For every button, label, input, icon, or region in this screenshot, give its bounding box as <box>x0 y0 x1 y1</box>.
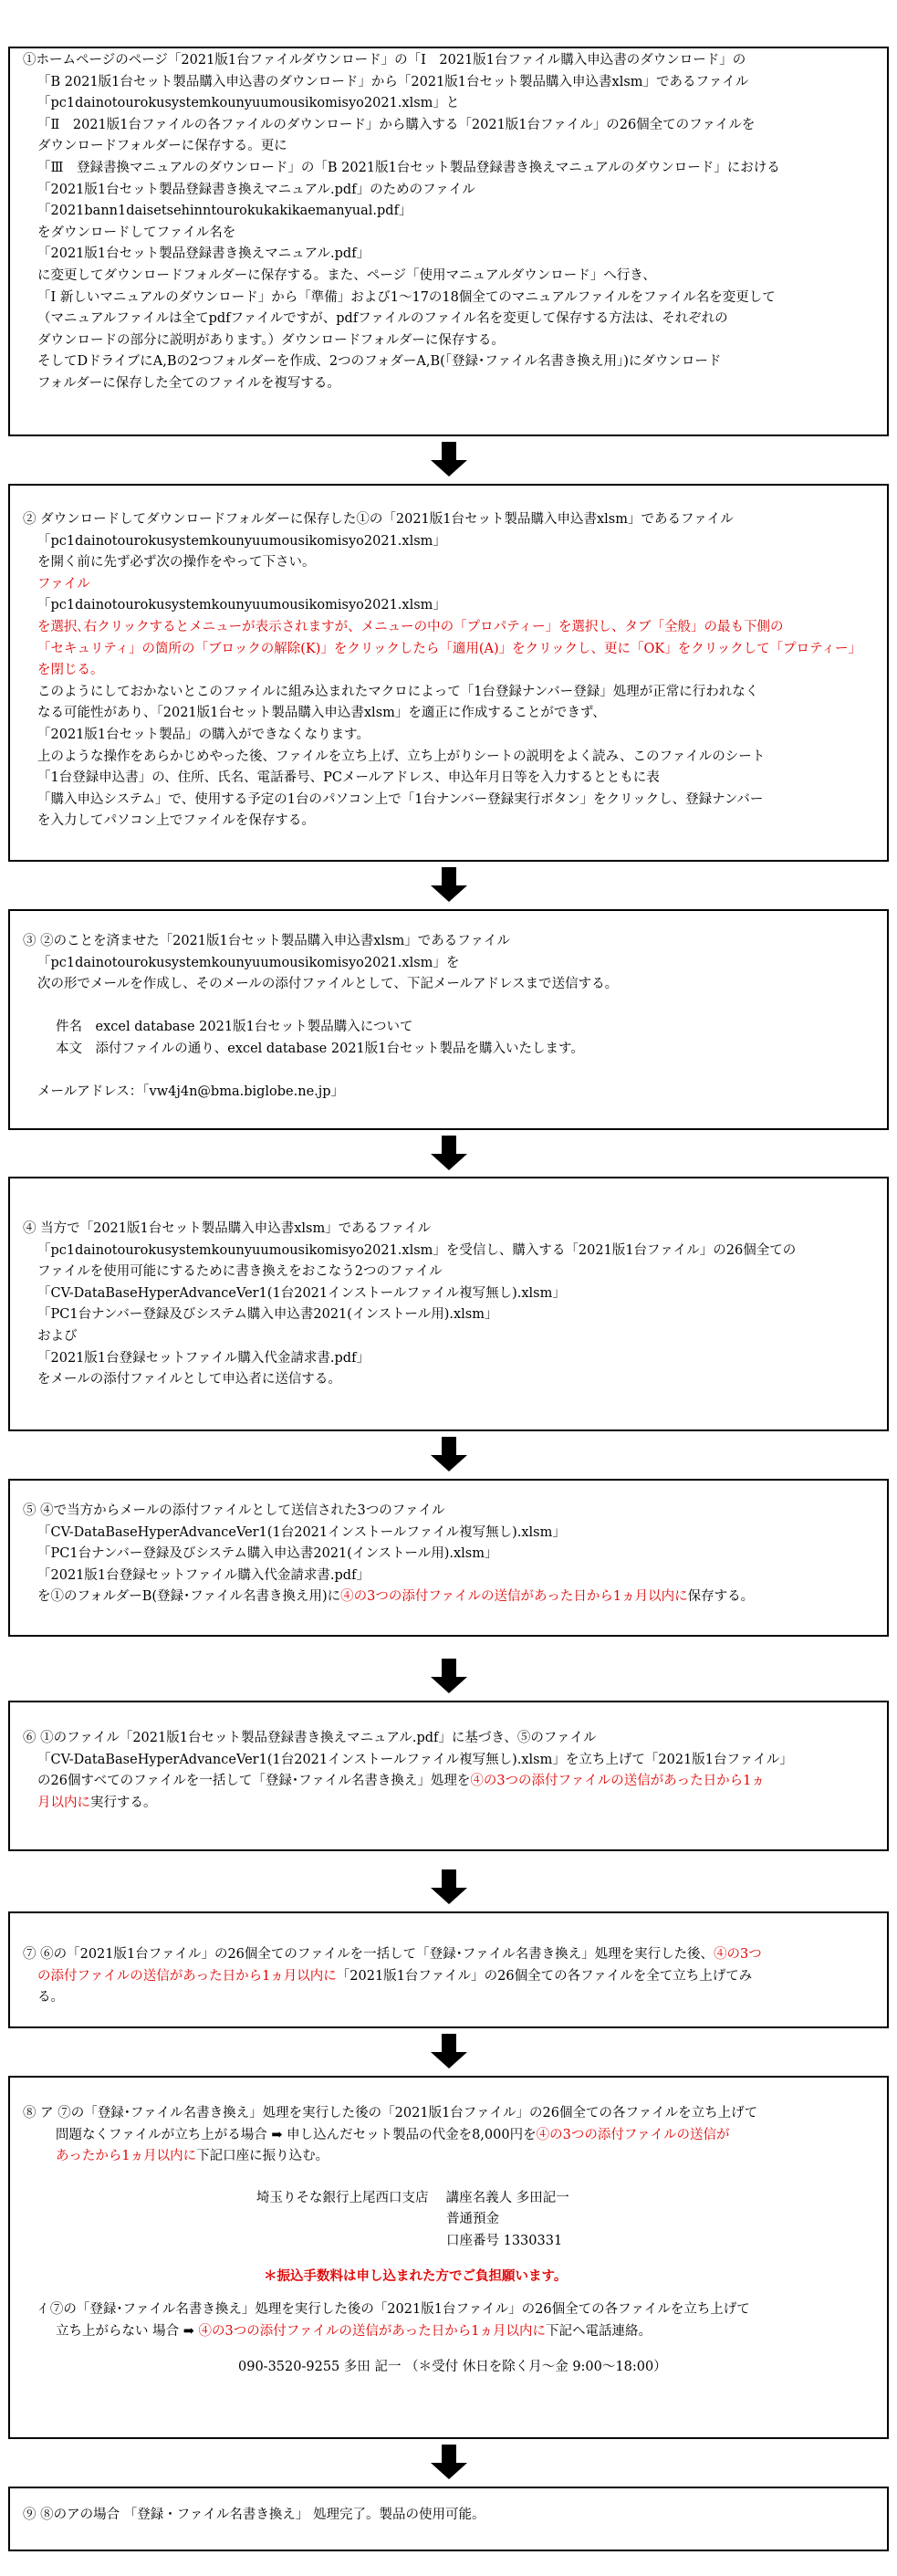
step-2-line: このようにしておかないとこのファイルに組み込まれたマクロによって「1台登録ナンバー登録」処理が正常に行われなく <box>37 684 759 699</box>
down-arrow-icon <box>431 442 467 476</box>
step-4-line: をメールの添付ファイルとして申込者に送信する。 <box>37 1372 341 1387</box>
step-9-text <box>10 2488 887 2530</box>
step-4-line: ④ 当方で「2021版1台セット製品購入申込書xlsm」であるファイル <box>23 1221 431 1236</box>
account-number: 口座番号 1330331 <box>446 2233 563 2248</box>
step-3-line: 「pc1dainotourokusystemkounyuumousikomisyo2021.xlsm」を <box>37 955 460 970</box>
step-3-text <box>10 911 887 1107</box>
step-2-line: 「2021版1台セット製品」の購入ができなくなります。 <box>37 727 370 742</box>
step-8-text-part: 下記口座に振り込む。 <box>196 2149 329 2164</box>
step-6-line <box>23 1793 874 1815</box>
step-2-line: 上のような操作をあらかじめやった後、ファイルを立ち上げ、立ち上がりシートの説明をよく読み、このファイルのシート <box>37 749 766 764</box>
step-2-line: 「1台登録申込書」の、住所、氏名、電話番号、PCメールアドレス、申込年月日等を入力するとともに表 <box>37 770 660 786</box>
step-1-line: 「B 2021版1台セット製品購入申込書のダウンロード」から「2021版1台セット製品購入申込書xlsm」であるファイル <box>37 74 749 89</box>
step-6-line <box>23 1771 874 1793</box>
step-1-line: フォルダーに保存した全てのファイルを複写する。 <box>37 375 340 391</box>
step-4-line: 「pc1dainotourokusystemkounyuumousikomisyo2021.xlsm」を受信し、購入する「2021版1台ファイル」の26個全ての <box>37 1242 797 1258</box>
step-1-text <box>10 48 887 399</box>
step-1-box <box>8 47 889 436</box>
step-8-text-part: 立ち上がらない 場合 ➡ <box>56 2323 199 2339</box>
step-5-line: 「2021版1台登録セットファイル購入代金請求書.pdf」 <box>37 1567 370 1583</box>
step-7-line <box>23 1944 874 1966</box>
step-6-line: 「CV-DataBaseHyperAdvanceVer1(1台2021インストールファイル複写無し).xlsm」を立ち上げて「2021版1台ファイル」 <box>37 1752 793 1767</box>
step-7-deadline: ④の3つ <box>714 1947 762 1962</box>
step-1-line: そしてDドライブにA,Bの2つフォルダーを作成、2つのフォダーA,B(「登録･ファイル名書き換え用」)にダウンロード <box>37 354 722 370</box>
step-4-line: 「2021版1台登録セットファイル購入代金請求書.pdf」 <box>37 1350 370 1366</box>
step-4-box <box>8 1177 889 1431</box>
step-8-deadline: あったから1ヵ月以内に <box>56 2149 197 2164</box>
step-3-mail-address: メールアドレス：「vw4j4n@bma.biglobe.ne.jp」 <box>37 1084 345 1100</box>
step-2-warning-line: ファイル <box>37 576 90 592</box>
step-5-line: 「PC1台ナンバー登録及びシステム購入申込書2021(インストール用).xlsm」 <box>37 1546 498 1562</box>
contact-phone: 090-3520-9255 多田 記一 （＊受付 休日を除く月〜金 9:00〜18:00） <box>238 2360 667 2375</box>
step-4-line: ファイルを使用可能にするために書き換えをおこなう2つのファイル <box>37 1264 443 1280</box>
step-9-box <box>8 2487 889 2551</box>
step-5-text-part: 保存する。 <box>687 1589 755 1605</box>
step-5-text-part: を①のフォルダーB(登録･ファイル名書き換え用)に <box>37 1589 341 1605</box>
step-6-box <box>8 1701 889 1851</box>
step-1-line: （マニュアルファイルは全てpdfファイルですが、pdfファイルのファイル名を変更して保存する方法は、それぞれの <box>37 311 728 327</box>
step-1-line: 「Ⅱ 2021版1台ファイルの各ファイルのダウンロード」から購入する「2021版1台ファイル」の26個全てのファイルを <box>37 117 756 132</box>
step-8-text-part: 問題なくファイルが立ち上がる場合 ➡ 申し込んだセット製品の代金を8,000円を <box>56 2127 537 2142</box>
down-arrow-icon <box>431 1437 467 1471</box>
step-4-line: 「PC1台ナンバー登録及びシステム購入申込書2021(インストール用).xlsm」 <box>37 1307 498 1323</box>
step-1-line: 「Ⅲ 登録書換マニュアルのダウンロード」の「B 2021版1台セット製品登録書き換えマニュアルのダウンロード」における <box>37 160 780 175</box>
step-8-deadline: ④の3つの添付ファイルの送信が <box>536 2127 730 2142</box>
step-8-line <box>23 2321 874 2343</box>
step-6-text-part: の26個すべてのファイルを一括して「登録･ファイル名書き換え」処理を <box>37 1774 471 1789</box>
step-2-line: ② ダウンロードしてダウンロードフォルダーに保存した①の「2021版1台セット製品購入申込書xlsm」であるファイル <box>23 512 734 527</box>
step-4-line: および <box>37 1328 78 1344</box>
step-5-line <box>23 1586 874 1608</box>
step-7-text-part: ⑦ ⑥の「2021版1台ファイル」の26個全てのファイルを一括して「登録･ファイル名書き換え」処理を実行した後、 <box>23 1947 714 1962</box>
step-5-deadline: ④の3つの添付ファイルの送信があった日から1ヵ月以内に <box>340 1589 688 1605</box>
step-8-deadline: ④の3つの添付ファイルの送信があった日から1ヵ月以内に <box>198 2323 546 2339</box>
step-2-box <box>8 484 889 862</box>
step-1-line: 「2021版1台セット製品登録書き換えマニュアル.pdf」のためのファイル <box>37 182 475 197</box>
step-7-box <box>8 1911 889 2028</box>
step-7-text-part: 「2021版1台ファイル」の26個全ての各ファイルを全て立ち上げてみ <box>336 1968 753 1984</box>
step-7-deadline: の添付ファイルの送信があった日から1ヵ月以内に <box>37 1968 337 1984</box>
step-3-box <box>8 909 889 1130</box>
step-3-mail-body: 本文 添付ファイルの通り、excel database 2021版1台セット製品を購入いたします。 <box>56 1041 584 1056</box>
step-2-line: を入力してパソコン上でファイルを保存する。 <box>37 813 315 829</box>
step-1-line: ①ホームページのページ「2021版1台ファイルダウンロード」の「Ⅰ 2021版1台ファイル購入申込書のダウンロード」の <box>23 53 746 68</box>
step-8-box <box>8 2076 889 2439</box>
step-9-line: ⑨ ⑧のアの場合 「登録・ファイル名書き換え」 処理完了。製品の使用可能。 <box>23 2508 485 2522</box>
step-6-text <box>10 1702 887 1817</box>
step-1-line: 「2021bann1daisetsehinntourokukakikaemanyual.pdf」 <box>37 204 412 219</box>
step-3-line: 次の形でメールを作成し、そのメールの添付ファイルとして、下記メールアドレスまで送信する。 <box>37 977 619 992</box>
fee-note: ＊振込手数料は申し込まれた方でご負担願います。 <box>264 2267 568 2284</box>
step-8-option-a: ⑧ ア ⑦の「登録･ファイル名書き換え」処理を実行した後の「2021版1台ファイル」の26個全ての各ファイルを立ち上げて <box>23 2106 758 2120</box>
step-8-line <box>23 2125 874 2147</box>
step-7-line <box>23 1966 874 1988</box>
step-5-box <box>8 1479 889 1637</box>
step-2-line: 「購入申込システム」で、使用する予定の1台のパソコン上で「1台ナンバー登録実行ボタン」をクリックし、登録ナンバー <box>37 791 764 807</box>
step-1-line: ダウンロードフォルダーに保存する。更に <box>37 139 287 154</box>
step-2-line: を開く前に先ず必ず次の操作をやって下さい。 <box>37 555 316 571</box>
step-1-line: ダウンロードの部分に説明があります。）ダウンロードフォルダーに保存する。 <box>37 332 505 348</box>
step-8-text <box>10 2078 887 2382</box>
step-4-text <box>10 1178 887 1395</box>
bank-name: 埼玉りそな銀行上尾西口支店 講座名義人 多田記一 <box>256 2190 569 2205</box>
step-2-text <box>10 486 887 836</box>
step-5-line: 「CV-DataBaseHyperAdvanceVer1(1台2021インストールファイル複写無し).xlsm」 <box>37 1524 566 1540</box>
down-arrow-icon <box>431 1136 467 1170</box>
down-arrow-icon <box>431 1659 467 1693</box>
step-5-text <box>10 1481 887 1612</box>
step-3-line <box>23 1061 874 1083</box>
step-1-line: 「pc1dainotourokusystemkounyuumousikomisyo2021.xlsm」と <box>37 96 460 111</box>
down-arrow-icon <box>431 2034 467 2068</box>
step-1-line: をダウンロードしてファイル名を <box>37 225 236 240</box>
step-6-line: ⑥ ①のファイル「2021版1台セット製品登録書き換えマニュアル.pdf」に基づき、⑤のファイル <box>23 1731 597 1745</box>
step-6-text-part: 実行する。 <box>90 1795 157 1810</box>
step-2-warning-line: を選択､右クリックするとメニューが表示されますが、メニューの中の「プロパティー」を選択し、タブ「全般」の最も下側の <box>37 619 784 634</box>
step-2-line: 「pc1dainotourokusystemkounyuumousikomisyo2021.xlsm」 <box>37 533 446 549</box>
step-8-line <box>23 2146 874 2168</box>
step-4-line: 「CV-DataBaseHyperAdvanceVer1(1台2021インストールファイル複写無し).xlsm」 <box>37 1285 566 1301</box>
step-3-mail-subject: 件名 excel database 2021版1台セット製品購入について <box>56 1020 413 1035</box>
account-type: 普通預金 <box>446 2212 499 2227</box>
step-2-warning-line: 「セキュリティ」の箇所の「ブロックの解除(K)」をクリックしたら「適用(A)」をクリックし、更に「OK」をクリックして「プロティー」 <box>37 641 862 656</box>
step-5-line: ⑤ ④で当方からメールの添付ファイルとして送信された3つのファイル <box>23 1503 445 1518</box>
step-1-line: 「2021版1台セット製品登録書き換えマニュアル.pdf」 <box>37 246 370 262</box>
step-8-option-i: ｲ ⑦の「登録･ファイル名書き換え」処理を実行した後の「2021版1台ファイル」の26個全ての各ファイルを立ち上げて <box>39 2302 750 2318</box>
step-8-text-part: 下記へ電話連絡。 <box>546 2323 652 2339</box>
step-2-line: なる可能性があり、「2021版1台セット製品購入申込書xlsm」を適正に作成することができず、 <box>37 706 606 721</box>
step-7-text <box>10 1913 887 2013</box>
step-2-line: 「pc1dainotourokusystemkounyuumousikomisyo2021.xlsm」 <box>37 598 446 613</box>
down-arrow-icon <box>431 867 467 902</box>
step-1-line: に変更してダウンロードフォルダーに保存する。また、ページ「使用マニュアルダウンロード」へ行き、 <box>37 267 656 283</box>
down-arrow-icon <box>431 1869 467 1904</box>
step-6-deadline: 月以内に <box>37 1795 90 1810</box>
step-7-line: る。 <box>37 1990 64 2005</box>
step-1-line: 「Ⅰ 新しいマニュアルのダウンロード」から「準備」および1〜17の18個全てのマニュアルファイルをファイル名を変更して <box>37 289 776 305</box>
down-arrow-icon <box>431 2445 467 2479</box>
step-6-deadline: ④の3つの添付ファイルの送信があった日から1ヵ <box>470 1774 765 1789</box>
step-3-line <box>23 996 874 1018</box>
step-2-warning-line: を閉じる。 <box>37 663 104 678</box>
step-3-line: ③ ②のことを済ませた「2021版1台セット製品購入申込書xlsm」であるファイル <box>23 934 510 948</box>
